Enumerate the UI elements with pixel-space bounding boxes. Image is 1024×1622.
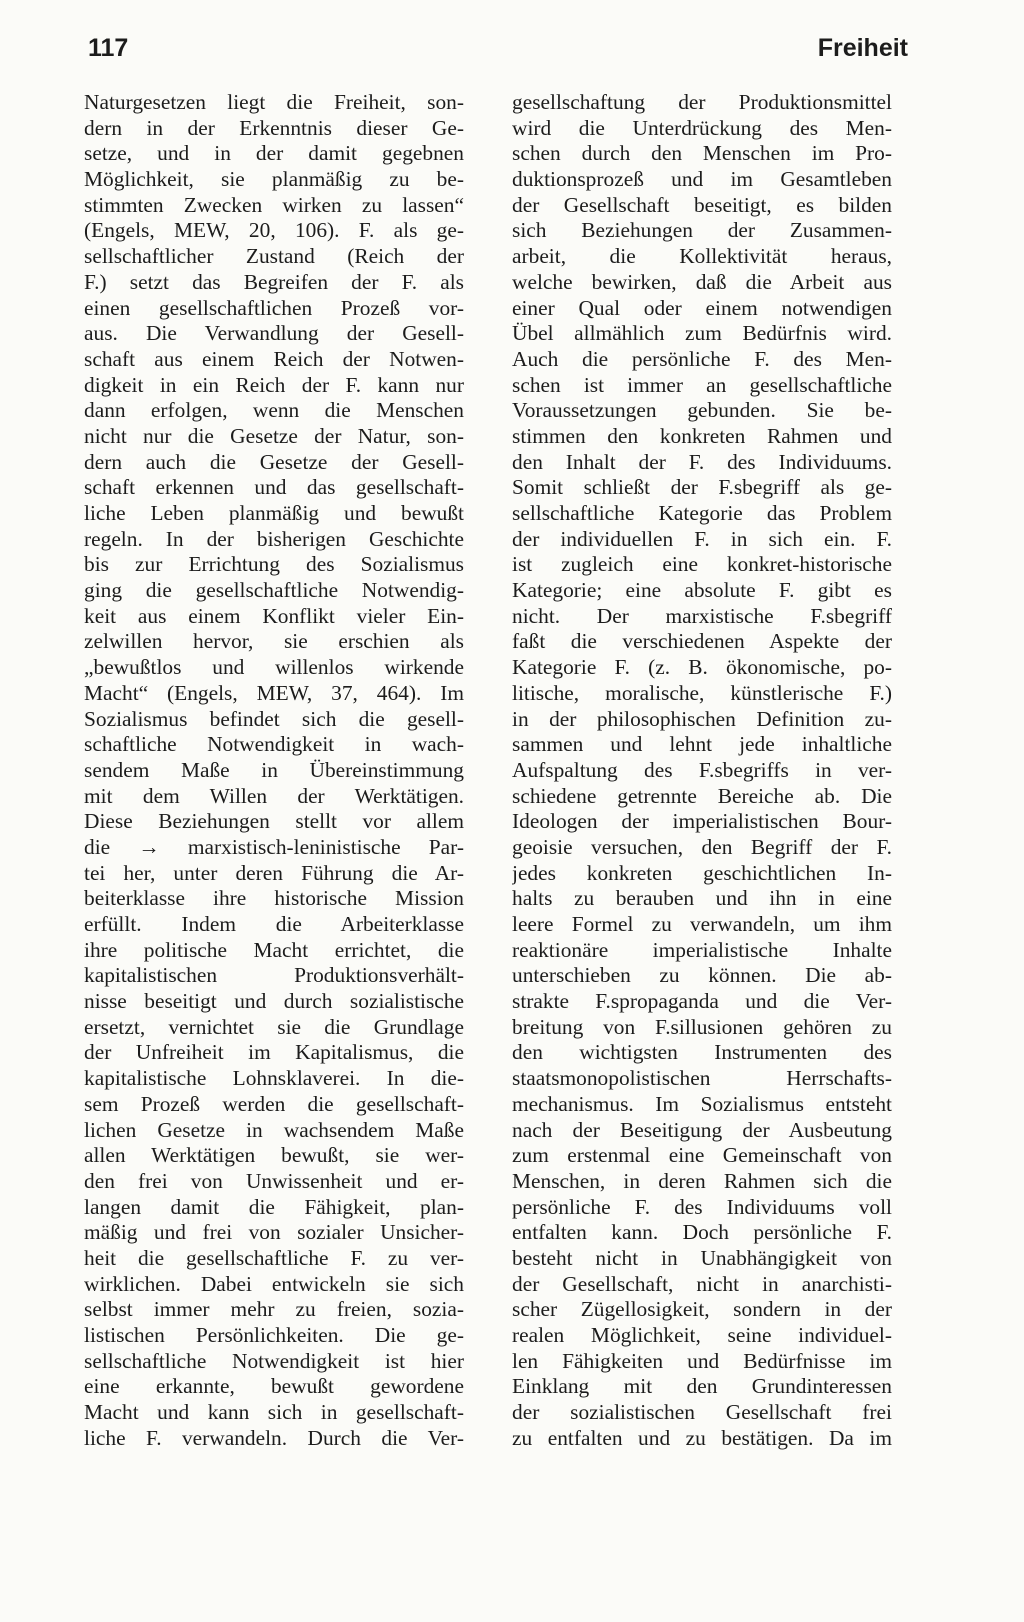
text-line: wirklichen. Dabei entwickeln sie sich (84, 1271, 464, 1296)
text-line: Diese Beziehungen stellt vor allem (84, 809, 464, 834)
text-line: strakte F.spropaganda und die Ver- (512, 989, 892, 1014)
text-line: (Engels, MEW, 20, 106). F. als ge- (84, 218, 464, 243)
text-line: sendem Maße in Übereinstimmung (84, 757, 464, 782)
text-line: kapitalistischen Produktionsverhält- (84, 963, 464, 988)
text-line: in der philosophischen Definition zu- (512, 706, 892, 731)
text-line: Macht und kann sich in gesellschaft- (84, 1400, 464, 1425)
text-line: langen damit die Fähigkeit, plan- (84, 1194, 464, 1219)
text-line: ersetzt, vernichtet sie die Grundlage (84, 1014, 464, 1039)
text-line: sellschaftlicher Zustand (Reich der (84, 244, 464, 269)
text-line: mäßig und frei von sozialer Unsicher- (84, 1220, 464, 1245)
text-line: eine erkannte, bewußt gewordene (84, 1374, 464, 1399)
text-line: dann erfolgen, wenn die Menschen (84, 398, 464, 423)
left-text-column (84, 90, 464, 1451)
text-line: leere Formel zu verwandeln, um ihm (512, 912, 892, 936)
text-line: zelwillen hervor, sie erschien als (84, 629, 464, 654)
text-line: selbst immer mehr zu freien, sozia- (84, 1297, 464, 1322)
text-line: heit die gesellschaftliche F. zu ver- (84, 1245, 464, 1270)
text-line: schaftliche Notwendigkeit in wach- (84, 732, 464, 757)
text-line: Übel allmählich zum Bedürfnis wird. (512, 321, 892, 346)
text-line: den Inhalt der F. des Individuums. (512, 449, 892, 474)
text-line: Somit schließt der F.sbegriff als ge- (512, 475, 892, 500)
text-line: zu entfalten und zu bestätigen. Da im (512, 1425, 892, 1450)
text-line: digkeit in ein Reich der F. kann nur (84, 372, 464, 397)
text-line: sich Beziehungen der Zusammen- (512, 218, 892, 243)
text-line: nisse beseitigt und durch sozialistische (84, 989, 464, 1014)
text-line: F.) setzt das Begreifen der F. als (84, 269, 464, 294)
text-line: halts zu berauben und ihn in eine (512, 886, 892, 911)
text-line: der individuellen F. in sich ein. F. (512, 526, 892, 551)
text-line: reaktionäre imperialistische Inhalte (512, 937, 892, 962)
text-line: sem Prozeß werden die gesellschaft- (84, 1091, 464, 1116)
text-line: gesellschaftung der Produktionsmittel (512, 90, 892, 114)
text-line: Voraussetzungen gebunden. Sie be- (512, 398, 892, 423)
text-line: schen durch den Menschen im Pro- (512, 141, 892, 166)
text-line: ihre politische Macht errichtet, die (84, 937, 464, 962)
text-line: allen Werktätigen bewußt, sie wer- (84, 1143, 464, 1168)
text-line: wird die Unterdrückung des Men- (512, 115, 892, 140)
text-line: scher Zügellosigkeit, sondern in der (512, 1297, 892, 1322)
text-line: duktionsprozeß und im Gesamtleben (512, 167, 892, 192)
page-number: 117 (88, 34, 129, 62)
text-line: entfalten kann. Doch persönliche F. (512, 1220, 892, 1245)
text-line: sammen und lehnt jede inhaltliche (512, 732, 892, 757)
text-line: stimmen den konkreten Rahmen und (512, 423, 892, 448)
text-line: dern in der Erkenntnis dieser Ge- (84, 115, 464, 140)
text-line: unterschieben zu können. Die ab- (512, 963, 892, 988)
text-line: erfüllt. Indem die Arbeiterklasse (84, 912, 464, 936)
text-line: schen ist immer an gesellschaftliche (512, 372, 892, 397)
text-line: liche F. verwandeln. Durch die Ver- (84, 1425, 464, 1450)
text-line: realen Möglichkeit, seine individuel- (512, 1323, 892, 1347)
text-line: jedes konkreten geschichtlichen In- (512, 860, 892, 885)
text-line: persönliche F. des Individuums voll (512, 1194, 892, 1219)
text-line: lichen Gesetze in wachsendem Maße (84, 1117, 464, 1142)
text-line: faßt die verschiedenen Aspekte der (512, 629, 892, 654)
text-line: Menschen, in deren Rahmen sich die (512, 1168, 892, 1193)
text-line: Aufspaltung des F.sbegriffs in ver- (512, 757, 892, 782)
text-line: der sozialistischen Gesellschaft frei (512, 1400, 892, 1425)
page-header (88, 34, 908, 74)
text-line: aus. Die Verwandlung der Gesell- (84, 321, 464, 346)
text-line: Macht“ (Engels, MEW, 37, 464). Im (84, 680, 464, 705)
text-line: nicht nur die Gesetze der Natur, son- (84, 423, 464, 448)
text-line: keit aus einem Konflikt vieler Ein- (84, 603, 464, 628)
text-line: zum erstenmal eine Gemeinschaft von (512, 1143, 892, 1168)
text-line: ging die gesellschaftliche Notwendig- (84, 578, 464, 603)
text-line: der Unfreiheit im Kapitalismus, die (84, 1040, 464, 1065)
text-line: Sozialismus befindet sich die gesell- (84, 706, 464, 731)
text-line: Möglichkeit, sie planmäßig zu be- (84, 167, 464, 192)
text-line: setze, und in der damit gegebnen (84, 141, 464, 166)
text-line: stimmten Zwecken wirken zu lassen“ (84, 192, 464, 217)
text-line: listischen Persönlichkeiten. Die ge- (84, 1323, 464, 1347)
text-line: litische, moralische, künstlerische F.) (512, 680, 892, 705)
text-line: staatsmonopolistischen Herrschafts- (512, 1066, 892, 1091)
text-line: arbeit, die Kollektivität heraus, (512, 244, 892, 269)
running-head: Freiheit (817, 34, 908, 62)
text-line: schaft erkennen und das gesellschaft- (84, 475, 464, 500)
text-line: der Gesellschaft, nicht in anarchisti- (512, 1271, 892, 1296)
text-line: nach der Beseitigung der Ausbeutung (512, 1117, 892, 1142)
text-line: schaft aus einem Reich der Notwen- (84, 346, 464, 371)
text-line: einer Qual oder einem notwendigen (512, 295, 892, 320)
text-line: welche bewirken, daß die Arbeit aus (512, 269, 892, 294)
text-line: sellschaftliche Notwendigkeit ist hier (84, 1348, 464, 1373)
text-line: Einklang mit den Grundinteressen (512, 1374, 892, 1399)
text-line: besteht nicht in Unabhängigkeit von (512, 1245, 892, 1270)
text-line: „bewußtlos und willenlos wirkende (84, 655, 464, 680)
text-line: breitung von F.sillusionen gehören zu (512, 1014, 892, 1039)
text-line: mit dem Willen der Werktätigen. (84, 783, 464, 808)
text-line: geoisie versuchen, den Begriff der F. (512, 834, 892, 859)
text-line: der Gesellschaft beseitigt, es bilden (512, 192, 892, 217)
text-line: beiterklasse ihre historische Mission (84, 886, 464, 911)
text-line: bis zur Errichtung des Sozialismus (84, 552, 464, 577)
text-line: den frei von Unwissenheit und er- (84, 1168, 464, 1193)
text-line: Kategorie F. (z. B. ökonomische, po- (512, 655, 892, 680)
text-line: tei her, unter deren Führung die Ar- (84, 860, 464, 885)
text-line: liche Leben planmäßig und bewußt (84, 501, 464, 525)
text-line: sellschaftliche Kategorie das Problem (512, 501, 892, 525)
text-line: mechanismus. Im Sozialismus entsteht (512, 1091, 892, 1116)
right-text-column (512, 90, 892, 1451)
text-line: kapitalistische Lohnsklaverei. In die- (84, 1066, 464, 1091)
text-line: ist zugleich eine konkret-historische (512, 552, 892, 577)
text-line: Naturgesetzen liegt die Freiheit, son- (84, 90, 464, 114)
text-line: nicht. Der marxistische F.sbegriff (512, 603, 892, 628)
text-line: schiedene getrennte Bereiche ab. Die (512, 783, 892, 808)
text-line: dern auch die Gesetze der Gesell- (84, 449, 464, 474)
text-line: die → marxistisch-leninistische Par- (84, 834, 464, 859)
text-line: einen gesellschaftlichen Prozeß vor- (84, 295, 464, 320)
text-line: Kategorie; eine absolute F. gibt es (512, 578, 892, 603)
text-line: len Fähigkeiten und Bedürfnisse im (512, 1348, 892, 1373)
text-line: den wichtigsten Instrumenten des (512, 1040, 892, 1065)
text-line: regeln. In der bisherigen Geschichte (84, 526, 464, 551)
text-line: Ideologen der imperialistischen Bour- (512, 809, 892, 834)
text-line: Auch die persönliche F. des Men- (512, 346, 892, 371)
